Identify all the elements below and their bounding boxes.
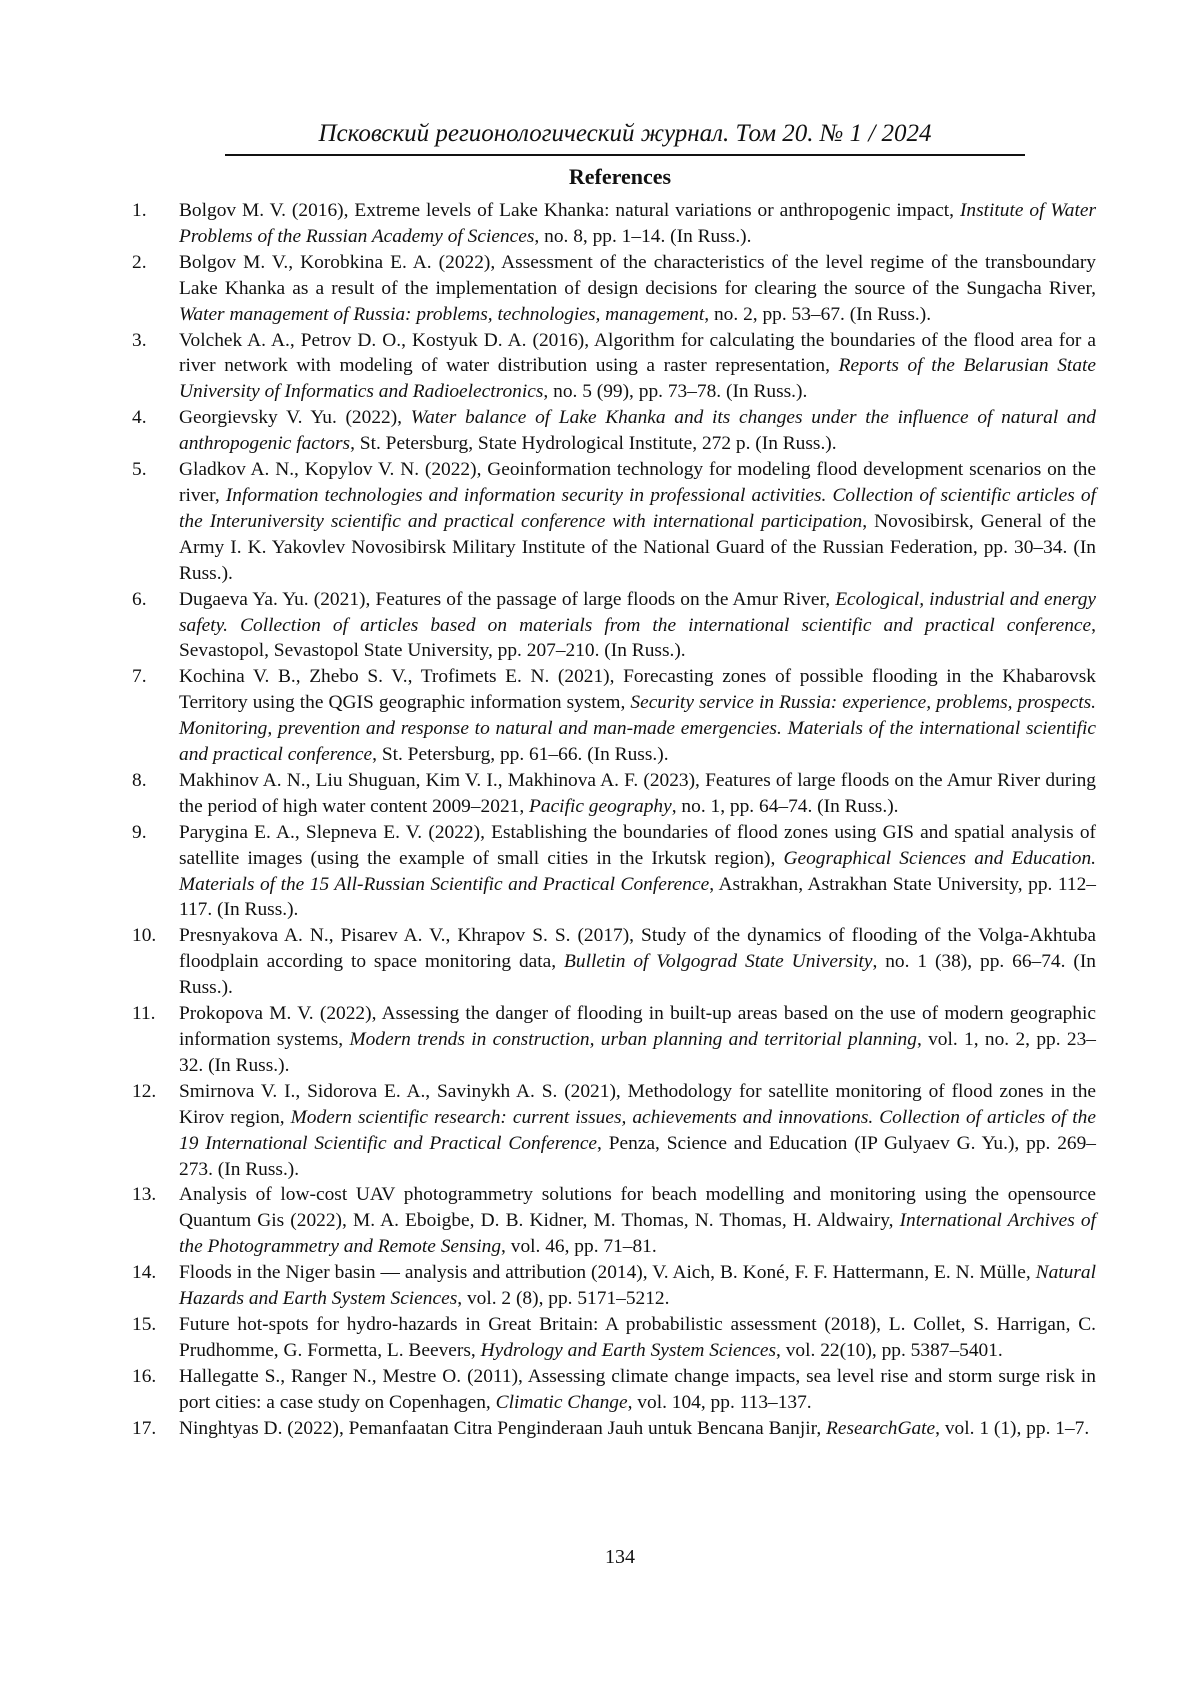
- reference-number: 13.: [132, 1182, 179, 1260]
- reference-source: Modern scientific research: current issues, achievements and innovations. Collection of articles of the 19 International Scientific and Practical Conference: [179, 1107, 1096, 1154]
- reference-segment: , Astrakhan, Astrakhan State University, pp. 112–117. (In Russ.).: [179, 874, 1096, 921]
- reference-text: [179, 587, 1096, 665]
- reference-segment: Presnyakova A. N., Pisarev A. V., Khrapov S. S. (2017), Study of the dynamics of flooding of the Volga-Akhtuba floodplain according to space monitoring data,: [179, 925, 1096, 972]
- reference-number: 1.: [132, 198, 179, 250]
- reference-segment: , Penza, Science and Education (IP Gulyaev G. Yu.), pp. 269–273. (In Russ.).: [179, 1133, 1096, 1180]
- reference-text: [179, 820, 1096, 924]
- reference-number: 14.: [132, 1260, 179, 1312]
- reference-number: 2.: [132, 250, 179, 328]
- reference-segment: Dugaeva Ya. Yu. (2021), Features of the passage of large floods on the Amur River,: [179, 589, 835, 610]
- reference-text: [179, 1182, 1096, 1260]
- reference-source: Security service in Russia: experience, problems, prospects. Monitoring, prevention and response to natural and man-made emergencies. Materials of the international scientific and practical conference: [179, 692, 1096, 765]
- reference-segment: Future hot-spots for hydro-hazards in Great Britain: A probabilistic assessment (2018), L. Collet, S. Harrigan, C. Prudhomme, G. Formetta, L. Beevers,: [179, 1314, 1096, 1361]
- reference-text: [179, 1364, 1096, 1416]
- reference-number: 7.: [132, 664, 179, 768]
- reference-segment: , vol. 2 (8), pp. 5171–5212.: [457, 1288, 669, 1309]
- reference-number: 6.: [132, 587, 179, 665]
- reference-item: [132, 405, 1096, 457]
- reference-source: Pacific geography: [529, 796, 672, 817]
- reference-segment: , no. 1 (38), pp. 66–74. (In Russ.).: [179, 951, 1096, 998]
- reference-segment: Bolgov M. V. (2016), Extreme levels of Lake Khanka: natural variations or anthropogenic impact,: [179, 200, 960, 221]
- reference-number: 17.: [132, 1416, 179, 1442]
- reference-number: 11.: [132, 1001, 179, 1079]
- reference-segment: , vol. 46, pp. 71–81.: [501, 1236, 657, 1257]
- reference-item: [132, 820, 1096, 924]
- reference-text: [179, 664, 1096, 768]
- reference-segment: , no. 1, pp. 64–74. (In Russ.).: [672, 796, 899, 817]
- reference-source: Geographical Sciences and Education. Materials of the 15 All-Russian Scientific and Practical Conference: [179, 848, 1096, 895]
- reference-item: [132, 328, 1096, 406]
- reference-source: Natural Hazards and Earth System Sciences: [179, 1262, 1096, 1309]
- reference-text: [179, 1079, 1096, 1183]
- reference-item: [132, 1079, 1096, 1183]
- reference-source: Information technologies and information security in professional activities. Collection of scientific articles of the Interuniversity scientific and practical conference with international participation: [179, 485, 1096, 532]
- reference-source: Reports of the Belarusian State University of Informatics and Radioelectronics: [179, 355, 1096, 402]
- reference-item: [132, 250, 1096, 328]
- reference-segment: Makhinov A. N., Liu Shuguan, Kim V. I., Makhinova A. F. (2023), Features of large floods on the Amur River during the period of high water content 2009–2021,: [179, 770, 1096, 817]
- reference-source: Institute of Water Problems of the Russian Academy of Sciences: [179, 200, 1096, 247]
- reference-number: 12.: [132, 1079, 179, 1183]
- reference-segment: Analysis of low-cost UAV photogrammetry solutions for beach modelling and monitoring using the opensource Quantum Gis (2022), M. A. Eboigbe, D. B. Kidner, M. Thomas, N. Thomas, H. Aldwairy,: [179, 1184, 1096, 1231]
- reference-source: Water balance of Lake Khanka and its changes under the influence of natural and anthropogenic factors: [179, 407, 1096, 454]
- reference-item: [132, 1001, 1096, 1079]
- reference-source: Modern trends in construction, urban planning and territorial planning: [349, 1029, 916, 1050]
- reference-number: 10.: [132, 923, 179, 1001]
- reference-segment: Parygina E. A., Slepneva E. V. (2022), Establishing the boundaries of flood zones using GIS and spatial analysis of satellite images (using the example of small cities in the Irkutsk region),: [179, 822, 1096, 869]
- reference-text: [179, 923, 1096, 1001]
- header-rule: [225, 154, 1025, 156]
- reference-text: [179, 1312, 1096, 1364]
- reference-source: Ecological, industrial and energy safety. Collection of articles based on materials from the international scientific and practical conference: [179, 589, 1096, 636]
- reference-item: [132, 1312, 1096, 1364]
- reference-source: International Archives of the Photogrammetry and Remote Sensing: [179, 1210, 1096, 1257]
- page-number: 134: [0, 1546, 1200, 1569]
- reference-text: [179, 328, 1096, 406]
- reference-segment: , vol. 1 (1), pp. 1–7.: [935, 1418, 1089, 1439]
- reference-segment: , St. Petersburg, State Hydrological Institute, 272 p. (In Russ.).: [350, 433, 837, 454]
- reference-item: [132, 1260, 1096, 1312]
- reference-list: [132, 198, 1096, 1442]
- reference-segment: Prokopova M. V. (2022), Assessing the danger of flooding in built-up areas based on the use of modern geographic information systems,: [179, 1003, 1096, 1050]
- reference-number: 4.: [132, 405, 179, 457]
- journal-header: Псковский регионологический журнал. Том 20. № 1 / 2024: [225, 118, 1025, 150]
- reference-segment: Smirnova V. I., Sidorova E. A., Savinykh A. S. (2021), Methodology for satellite monitoring of flood zones in the Kirov region,: [179, 1081, 1096, 1128]
- reference-text: [179, 198, 1096, 250]
- reference-segment: Bolgov M. V., Korobkina E. A. (2022), Assessment of the characteristics of the level regime of the transboundary Lake Khanka as a result of the implementation of design decisions for clearing the source of the Sungacha River,: [179, 252, 1096, 299]
- reference-segment: , no. 5 (99), pp. 73–78. (In Russ.).: [543, 381, 807, 402]
- reference-segment: , Sevastopol, Sevastopol State University, pp. 207–210. (In Russ.).: [179, 615, 1096, 662]
- reference-segment: , vol. 104, pp. 113–137.: [628, 1392, 812, 1413]
- reference-number: 9.: [132, 820, 179, 924]
- reference-item: [132, 457, 1096, 587]
- reference-number: 5.: [132, 457, 179, 587]
- reference-segment: Ninghtyas D. (2022), Pemanfaatan Citra Penginderaan Jauh untuk Bencana Banjir,: [179, 1418, 826, 1439]
- reference-item: [132, 1416, 1096, 1442]
- reference-segment: Gladkov A. N., Kopylov V. N. (2022), Geoinformation technology for modeling flood development scenarios on the river,: [179, 459, 1096, 506]
- reference-source: ResearchGate: [826, 1418, 935, 1439]
- reference-item: [132, 1182, 1096, 1260]
- reference-item: [132, 768, 1096, 820]
- reference-source: Water management of Russia: problems, technologies, management: [179, 304, 704, 325]
- section-title: References: [0, 164, 1200, 190]
- reference-number: 3.: [132, 328, 179, 406]
- reference-item: [132, 198, 1096, 250]
- reference-segment: Georgievsky V. Yu. (2022),: [179, 407, 411, 428]
- reference-segment: Hallegatte S., Ranger N., Mestre O. (2011), Assessing climate change impacts, sea level rise and storm surge risk in port cities: a case study on Copenhagen,: [179, 1366, 1096, 1413]
- reference-text: [179, 405, 1096, 457]
- reference-source: Climatic Change: [496, 1392, 628, 1413]
- reference-item: [132, 923, 1096, 1001]
- reference-segment: Volchek A. A., Petrov D. O., Kostyuk D. A. (2016), Algorithm for calculating the boundaries of the flood area for a river network with modeling of water distribution using a raster representation,: [179, 330, 1096, 377]
- reference-segment: , vol. 22(10), pp. 5387–5401.: [776, 1340, 1003, 1361]
- reference-text: [179, 1416, 1096, 1442]
- reference-text: [179, 1260, 1096, 1312]
- reference-source: Hydrology and Earth System Sciences: [481, 1340, 776, 1361]
- reference-number: 8.: [132, 768, 179, 820]
- reference-segment: , no. 8, pp. 1–14. (In Russ.).: [534, 226, 751, 247]
- reference-text: [179, 1001, 1096, 1079]
- reference-item: [132, 1364, 1096, 1416]
- reference-segment: , no. 2, pp. 53–67. (In Russ.).: [704, 304, 931, 325]
- reference-item: [132, 587, 1096, 665]
- reference-segment: , St. Petersburg, pp. 61–66. (In Russ.).: [372, 744, 668, 765]
- reference-segment: Kochina V. B., Zhebo S. V., Trofimets E. N. (2021), Forecasting zones of possible flooding in the Khabarovsk Territory using the QGIS geographic information system,: [179, 666, 1096, 713]
- reference-text: [179, 768, 1096, 820]
- reference-segment: , vol. 1, no. 2, pp. 23–32. (In Russ.).: [179, 1029, 1096, 1076]
- reference-segment: , Novosibirsk, General of the Army I. K. Yakovlev Novosibirsk Military Institute of the National Guard of the Russian Federation, pp. 30–34. (In Russ.).: [179, 511, 1096, 584]
- reference-text: [179, 250, 1096, 328]
- reference-segment: Floods in the Niger basin — analysis and attribution (2014), V. Aich, B. Koné, F. F. Hattermann, E. N. Mülle,: [179, 1262, 1036, 1283]
- reference-item: [132, 664, 1096, 768]
- reference-number: 16.: [132, 1364, 179, 1416]
- reference-text: [179, 457, 1096, 587]
- reference-number: 15.: [132, 1312, 179, 1364]
- reference-source: Bulletin of Volgograd State University: [564, 951, 872, 972]
